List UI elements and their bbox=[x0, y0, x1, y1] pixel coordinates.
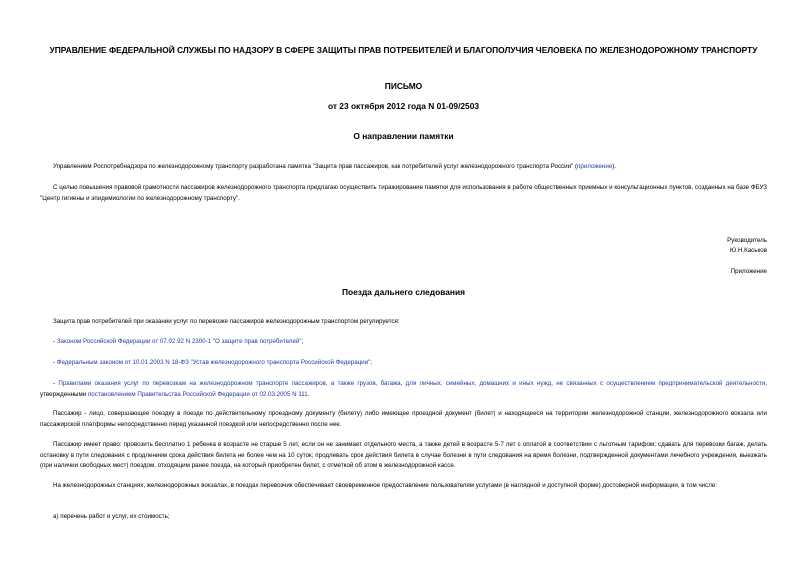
law-item-1-suffix: ; bbox=[301, 338, 304, 345]
intro-text: Управлением Роспотребнадзора по железнодорожному транспорту разработана памятка "Защита прав пассажиров, как потребителей услуг железнодорожного транспорта России" ( bbox=[53, 163, 578, 170]
law-link-government-decree[interactable]: постановлением Правительства Российской Федерации от 02.03.2005 N 111 bbox=[87, 390, 308, 398]
passenger-definition-paragraph: Пассажир - лицо, совершающее поездку в поезде по действительному проездному документу (билету) либо имеющее проездной документ (билет) и находящееся на территории железнодорожной станции, железнодорожного вокзала или пассажирской платформы непосредственно перед указанной поездкой или непосредственно после нее. bbox=[40, 410, 767, 428]
signature-title: Руководитель bbox=[727, 237, 767, 244]
law-item-2-suffix: ; bbox=[370, 359, 373, 366]
law-item-3-suffix: . bbox=[307, 390, 310, 398]
law-item-3-mid: , утвержденными bbox=[40, 380, 768, 398]
law-item-2-prefix: - bbox=[53, 359, 57, 366]
regulation-paragraph: Защита прав потребителей при оказании услуг по перевозке пассажиров железнодорожным транспортом регулируется: bbox=[53, 318, 400, 325]
intro-text-end: ). bbox=[612, 163, 617, 170]
law-item-1 bbox=[40, 337, 767, 348]
law-link-transport-rules[interactable]: Правилами оказания услуг по перевозкам на железнодорожном транспорте пассажиров, а также грузов, багажа, для личных, семейных, домашних и иных нужд, не связанных с осуществлением предпринимательской деятельности bbox=[58, 380, 766, 387]
issuing-organization: УПРАВЛЕНИЕ ФЕДЕРАЛЬНОЙ СЛУЖБЫ ПО НАДЗОРУ В СФЕРЕ ЗАЩИТЫ ПРАВ ПОТРЕБИТЕЛЕЙ И БЛАГОПОЛУЧИЯ ЧЕЛОВЕКА ПО ЖЕЛЕЗНОДОРОЖНОМУ ТРАНСПОРТУ bbox=[49, 45, 758, 55]
law-item-2 bbox=[40, 358, 767, 369]
section-title: Поезда дальнего следования bbox=[342, 287, 465, 297]
appendix-link[interactable]: приложение bbox=[577, 163, 613, 170]
signature-name: Ю.Н.Каськов bbox=[729, 247, 767, 254]
document-type: ПИСЬМО bbox=[384, 81, 423, 91]
law-item-3 bbox=[40, 379, 767, 400]
law-link-railway-charter[interactable]: Федеральным законом от 10.01.2003 N 18-ФЗ "Устав железнодорожного транспорта Российской Федерации" bbox=[56, 359, 371, 366]
intro-paragraph-2: С целью повышения правовой грамотности пассажиров железнодорожного транспорта предлагаю осуществить тиражирование памятки для использования в работе общественных приемных и консультационных пунктов, созданных на базе ФБУЗ "Центр гигиены и эпидемиологии по железнодорожному транспорту". bbox=[40, 184, 767, 202]
intro-paragraph-1 bbox=[40, 162, 767, 173]
passenger-rights-paragraph: Пассажир имеет право: провозить бесплатно 1 ребенка в возрасте не старше 5 лет, если он не занимает отдельного места, а также детей в возрасте 5-7 лет с оплатой в соответствии с льготным тарифом; сдавать для перевозки багаж, делать остановку в пути следования с продлением срока действия билета не более чем на 10 суток; продлевать срок действия билета в случае болезни в пути следования на время болезни, подтвержденной документами лечебного учреждения, выезжать (при наличии свободных мест) поездом, отходящим ранее поезда, на который приобретен билет, с отметкой об этом в железнодорожной кассе. bbox=[40, 441, 767, 470]
list-item-a: а) перечень работ и услуг, их стоимость; bbox=[53, 513, 170, 520]
law-item-1-prefix: - bbox=[53, 338, 57, 345]
appendix-label: Приложение bbox=[730, 268, 767, 275]
information-paragraph: На железнодорожных станциях, железнодорожных вокзалах, в поездах перевозчик обеспечивает своевременное предоставление пользователям услугами (в наглядной и доступной форме) достоверной информации, в том числе: bbox=[53, 482, 718, 489]
document-date-number: от 23 октября 2012 года N 01-09/2503 bbox=[327, 101, 480, 111]
law-link-consumer-rights[interactable]: Законом Российской Федерации от 07.02.92 N 2300-1 "О защите прав потребителей" bbox=[56, 338, 302, 345]
document-subject: О направлении памятки bbox=[353, 131, 454, 141]
law-item-3-prefix: - bbox=[53, 380, 59, 387]
